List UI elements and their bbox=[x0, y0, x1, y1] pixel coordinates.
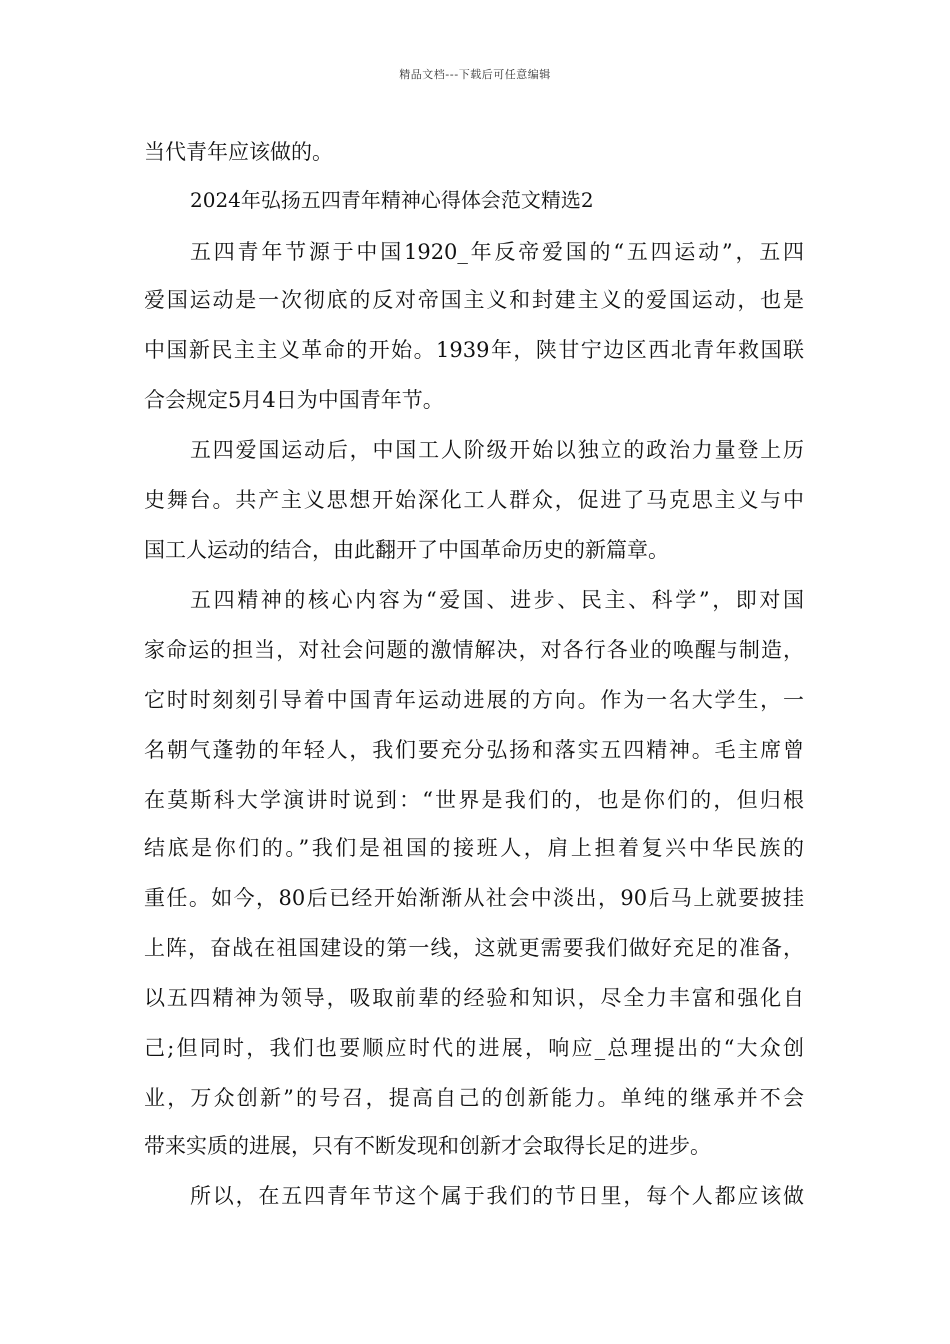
section-heading: 2024年弘扬五四青年精神心得体会范文精选2 bbox=[190, 188, 594, 212]
text-line: 中国新民主主义革命的开始。1939年，陕甘宁边区西北青年救国联 bbox=[144, 338, 804, 362]
text-line: 业，万众创新”的号召，提高自己的创新能力。单纯的继承并不会 bbox=[144, 1086, 804, 1110]
text-line: 爱国运动是一次彻底的反对帝国主义和封建主义的爱国运动，也是 bbox=[144, 288, 804, 312]
text-line: 所以，在五四青年节这个属于我们的节日里，每个人都应该做 bbox=[190, 1184, 804, 1208]
text-line: 它时时刻刻引导着中国青年运动进展的方向。作为一名大学生，一 bbox=[144, 688, 804, 712]
text-line: 五四精神的核心内容为“爱国、进步、民主、科学”，即对国 bbox=[190, 588, 804, 612]
page-header: 精品文档---下载后可任意编辑 bbox=[399, 68, 551, 81]
text-line: 名朝气蓬勃的年轻人，我们要充分弘扬和落实五四精神。毛主席曾 bbox=[144, 738, 804, 762]
text-line: 以五四精神为领导，吸取前辈的经验和知识，尽全力丰富和强化自 bbox=[144, 986, 804, 1010]
text-line: 史舞台。共产主义思想开始深化工人群众，促进了马克思主义与中 bbox=[144, 488, 804, 512]
text-line: 己;但同时，我们也要顺应时代的进展，响应_总理提出的“大众创 bbox=[144, 1036, 804, 1060]
text-line: 家命运的担当，对社会问题的激情解决，对各行各业的唤醒与制造， bbox=[144, 638, 804, 662]
text-line: 国工人运动的结合，由此翻开了中国革命历史的新篇章。 bbox=[144, 538, 669, 562]
text-line: 重任。如今，80后已经开始渐渐从社会中淡出，90后马上就要披挂 bbox=[144, 886, 804, 910]
text-line: 带来实质的进展，只有不断发现和创新才会取得长足的进步。 bbox=[144, 1134, 711, 1158]
text-line: 合会规定5月4日为中国青年节。 bbox=[144, 388, 444, 412]
text-line: 五四爱国运动后，中国工人阶级开始以独立的政治力量登上历 bbox=[190, 438, 804, 462]
text-line: 五四青年节源于中国1920_年反帝爱国的“五四运动”，五四 bbox=[190, 240, 804, 264]
text-line: 结底是你们的。”我们是祖国的接班人，肩上担着复兴中华民族的 bbox=[144, 836, 804, 860]
text-line: 上阵，奋战在祖国建设的第一线，这就更需要我们做好充足的准备， bbox=[144, 936, 804, 960]
text-line: 当代青年应该做的。 bbox=[144, 140, 333, 164]
text-line: 在莫斯科大学演讲时说到：“世界是我们的，也是你们的，但归根 bbox=[144, 788, 804, 812]
